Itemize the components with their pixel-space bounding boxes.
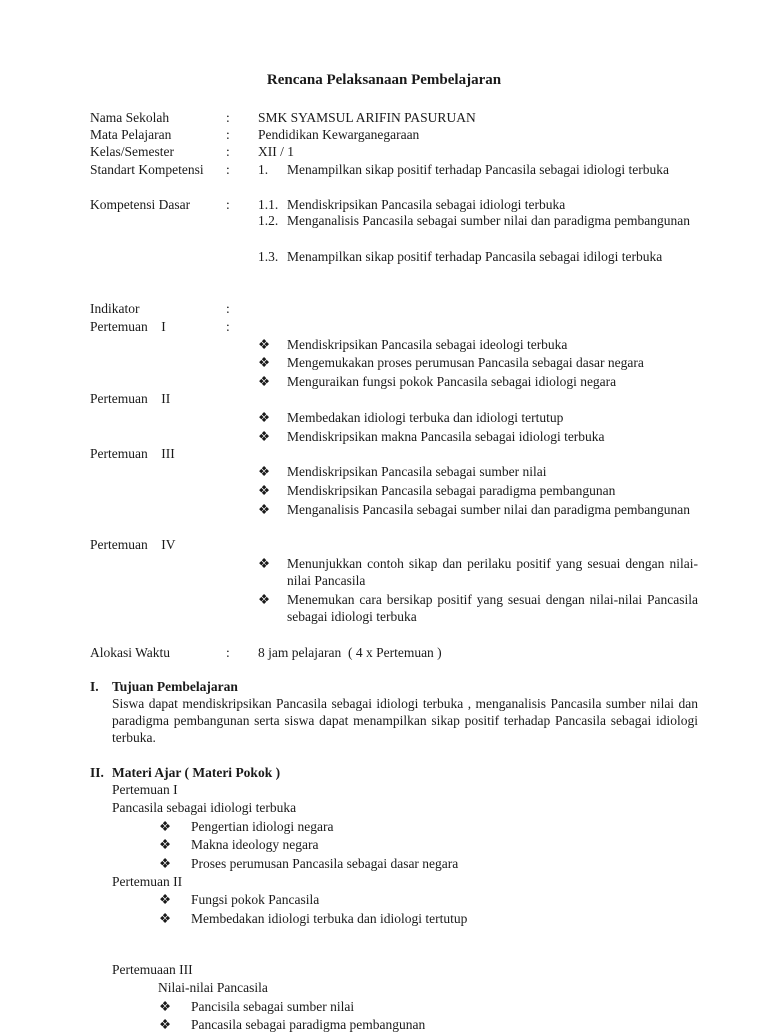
section-title: Materi Ajar ( Materi Pokok ) xyxy=(112,765,281,780)
meeting-label: Pertemuan I xyxy=(90,319,166,334)
section-number: II. xyxy=(90,765,104,780)
meeting-label: Pertemuan IV xyxy=(90,537,176,552)
colon: : xyxy=(226,162,230,177)
indicator-item: Mendiskripsikan makna Pancasila sebagai idiologi terbuka xyxy=(287,429,605,444)
sk-number: 1. xyxy=(258,162,269,177)
kd-text: Menampilkan sikap positif terhadap Pancasila sebagai idilogi terbuka xyxy=(287,249,663,264)
indicator-item: Mendiskripsikan Pancasila sebagai paradigma pembangunan xyxy=(287,483,616,498)
topic-label: Pancasila sebagai idiologi terbuka xyxy=(112,800,297,815)
colon: : xyxy=(226,110,230,125)
sk-text: Menampilkan sikap positif terhadap Pancasila sebagai idiologi terbuka xyxy=(287,162,670,177)
diamond-bullet-icon: ❖ xyxy=(257,410,271,425)
indicator-item: Menemukan cara bersikap positif yang sesuai dengan nilai-nilai Pancasila sebagai idiologi terbuka xyxy=(287,592,698,624)
section-paragraph: Siswa dapat mendiskripsikan Pancasila sebagai idiologi terbuka , menganalisis Pancasila sumber nilai dan paradigma pembangunan serta siswa dapat menampilkan sikap positif terhadap Pancasila sebagai idiologi terbuka. xyxy=(112,696,698,745)
value-nama-sekolah: SMK SYAMSUL ARIFIN PASURUAN xyxy=(258,110,476,125)
diamond-bullet-icon: ❖ xyxy=(158,837,172,852)
diamond-bullet-icon: ❖ xyxy=(257,464,271,479)
meeting-label: Pertemuaan III xyxy=(112,962,193,977)
meeting-label: Pertemuan II xyxy=(112,874,183,889)
diamond-bullet-icon: ❖ xyxy=(158,819,172,834)
section-title: Tujuan Pembelajaran xyxy=(112,679,238,694)
materi-item: Pancisila sebagai sumber nilai xyxy=(191,999,355,1014)
topic-label: Nilai-nilai Pancasila xyxy=(158,980,268,995)
diamond-bullet-icon: ❖ xyxy=(257,355,271,370)
indicator-item: Membedakan idiologi terbuka dan idiologi tertutup xyxy=(287,410,564,425)
value-kelas-semester: XII / 1 xyxy=(258,144,294,159)
value-alokasi-waktu: 8 jam pelajaran ( 4 x Pertemuan ) xyxy=(258,645,442,660)
diamond-bullet-icon: ❖ xyxy=(158,856,172,871)
materi-item: Membedakan idiologi terbuka dan idiologi tertutup xyxy=(191,911,468,926)
label-kelas-semester: Kelas/Semester xyxy=(90,144,174,159)
materi-item: Proses perumusan Pancasila sebagai dasar negara xyxy=(191,856,459,871)
diamond-bullet-icon: ❖ xyxy=(257,592,271,607)
diamond-bullet-icon: ❖ xyxy=(158,911,172,926)
diamond-bullet-icon: ❖ xyxy=(257,556,271,571)
meeting-label: Pertemuan II xyxy=(90,391,171,406)
diamond-bullet-icon: ❖ xyxy=(257,337,271,352)
kd-text: Mendiskripsikan Pancasila sebagai idiologi terbuka xyxy=(287,197,566,212)
indicator-item: Mengemukakan proses perumusan Pancasila sebagai dasar negara xyxy=(287,355,644,370)
kd-number: 1.2. xyxy=(258,213,279,228)
label-nama-sekolah: Nama Sekolah xyxy=(90,110,170,125)
meeting-label: Pertemuan III xyxy=(90,446,175,461)
value-mata-pelajaran: Pendidikan Kewarganegaraan xyxy=(258,127,420,142)
indicator-item: Menguraikan fungsi pokok Pancasila sebagai idiologi negara xyxy=(287,374,617,389)
colon: : xyxy=(226,144,230,159)
diamond-bullet-icon: ❖ xyxy=(158,892,172,907)
label-standar-kompetensi: Standart Kompetensi xyxy=(90,162,204,177)
diamond-bullet-icon: ❖ xyxy=(158,1017,172,1032)
materi-item: Makna ideology negara xyxy=(191,837,319,852)
indicator-item: Menganalisis Pancasila sebagai sumber nilai dan paradigma pembangunan xyxy=(287,502,691,517)
materi-item: Pengertian idiologi negara xyxy=(191,819,334,834)
colon: : xyxy=(226,127,230,142)
indicator-item: Menunjukkan contoh sikap dan perilaku positif yang sesuai dengan nilai-nilai Pancasila xyxy=(287,556,698,588)
diamond-bullet-icon: ❖ xyxy=(257,483,271,498)
colon: : xyxy=(226,645,230,660)
indicator-item: Mendiskripsikan Pancasila sebagai sumber nilai xyxy=(287,464,547,479)
label-indikator: Indikator xyxy=(90,301,140,316)
colon: : xyxy=(226,319,230,334)
colon: : xyxy=(226,301,230,316)
diamond-bullet-icon: ❖ xyxy=(257,502,271,517)
indicator-item: Mendiskripsikan Pancasila sebagai ideologi terbuka xyxy=(287,337,568,352)
document-title: Rencana Pelaksanaan Pembelajaran xyxy=(266,72,502,88)
label-mata-pelajaran: Mata Pelajaran xyxy=(90,127,172,142)
diamond-bullet-icon: ❖ xyxy=(158,999,172,1014)
section-number: I. xyxy=(90,679,99,694)
diamond-bullet-icon: ❖ xyxy=(257,429,271,444)
label-alokasi-waktu: Alokasi Waktu xyxy=(90,645,171,660)
materi-item: Fungsi pokok Pancasila xyxy=(191,892,320,907)
label-kompetensi-dasar: Kompetensi Dasar xyxy=(90,197,191,212)
meeting-label: Pertemuan I xyxy=(112,782,178,797)
kd-text: Menganalisis Pancasila sebagai sumber nilai dan paradigma pembangunan xyxy=(287,213,691,228)
kd-number: 1.1. xyxy=(258,197,279,212)
materi-item: Pancasila sebagai paradigma pembangunan xyxy=(191,1017,426,1032)
kd-number: 1.3. xyxy=(258,249,279,264)
diamond-bullet-icon: ❖ xyxy=(257,374,271,389)
colon: : xyxy=(226,197,230,212)
